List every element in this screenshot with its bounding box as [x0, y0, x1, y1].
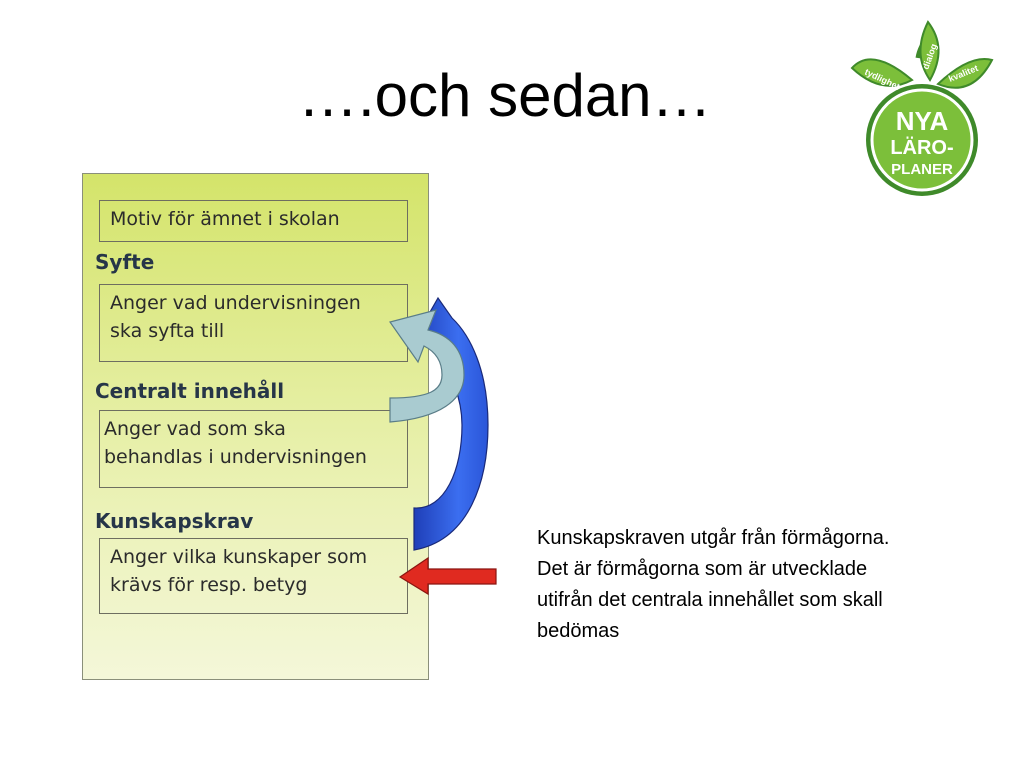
logo-leaf-word-1: tydlighet	[863, 66, 902, 92]
note-line: utifrån det centrala innehållet som skall	[537, 589, 883, 611]
note-line: Det är förmågorna som är utvecklade	[537, 558, 868, 580]
slide-title: ….och sedan…	[298, 62, 712, 129]
red-left-arrow-icon	[400, 558, 496, 594]
centralt-innehall-heading: Centralt innehåll	[95, 379, 285, 403]
motiv-box: Motiv för ämnet i skolan	[99, 200, 408, 242]
centralt-innehall-box: Anger vad som ska behandlas i undervisningen	[99, 410, 408, 488]
kunskapskrav-heading: Kunskapskrav	[95, 509, 254, 533]
logo-line-1: NYA	[895, 106, 949, 136]
logo-leaf-word-3: kvalitet	[947, 62, 980, 84]
kunskapskrav-box: Anger vilka kunskaper som krävs för resp. betyg	[99, 538, 408, 614]
syfte-heading: Syfte	[95, 250, 155, 274]
logo-leaf-word-2: dialog	[920, 42, 939, 71]
logo-line-2: LÄRO-	[890, 137, 954, 159]
apple-logo-icon	[842, 18, 1002, 203]
logo-line-3: PLANER	[891, 161, 953, 178]
note-line: Kunskapskraven utgår från förmågorna.	[537, 527, 890, 549]
explanation-note	[537, 523, 1007, 647]
note-line: bedömas	[537, 620, 620, 642]
syfte-box: Anger vad undervisningen ska syfta till	[99, 284, 408, 362]
